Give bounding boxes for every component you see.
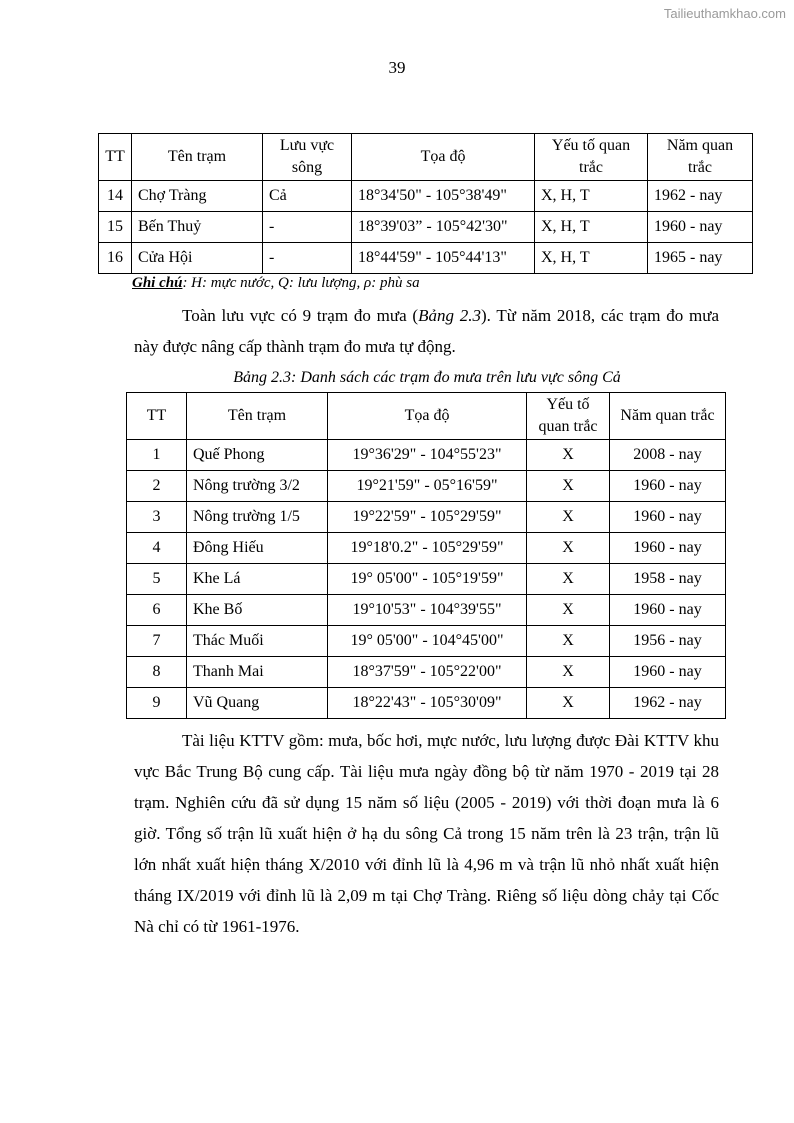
cell: Thác Muối — [187, 626, 328, 657]
watermark: Tailieuthamkhao.com — [663, 6, 786, 21]
cell: 19°22'59" - 105°29'59" — [328, 502, 527, 533]
table-row — [127, 502, 726, 533]
cell: 1965 - nay — [648, 243, 753, 274]
cell: 1962 - nay — [648, 181, 753, 212]
cell: 16 — [99, 243, 132, 274]
cell: X — [527, 688, 610, 719]
cell: Cửa Hội — [132, 243, 263, 274]
paragraph-text: Toàn lưu vực có 9 trạm đo mưa ( — [182, 306, 419, 325]
cell: X — [527, 502, 610, 533]
cell: 18°44'59" - 105°44'13" — [352, 243, 535, 274]
table-row — [127, 564, 726, 595]
cell: Vũ Quang — [187, 688, 328, 719]
cell: 18°22'43" - 105°30'09" — [328, 688, 527, 719]
table-row — [127, 533, 726, 564]
cell: 19° 05'00" - 105°19'59" — [328, 564, 527, 595]
cell: Chợ Tràng — [132, 181, 263, 212]
table-caption: Bảng 2.3: Danh sách các trạm đo mưa trên lưu vực sông Cả — [233, 369, 621, 386]
cell: 19°36'29" - 104°55'23" — [328, 440, 527, 471]
cell: 19°18'0.2" - 105°29'59" — [328, 533, 527, 564]
cell: 8 — [127, 657, 187, 688]
cell: 6 — [127, 595, 187, 626]
cell: X, H, T — [535, 181, 648, 212]
cell: - — [263, 212, 352, 243]
cell: 1 — [127, 440, 187, 471]
cell: - — [263, 243, 352, 274]
cell: 18°34'50" - 105°38'49" — [352, 181, 535, 212]
table-row — [127, 688, 726, 719]
cell: Khe Lá — [187, 564, 328, 595]
page-number: 39 — [388, 58, 406, 77]
cell: Nông trường 3/2 — [187, 471, 328, 502]
note-label: Ghi chú — [132, 275, 183, 291]
cell: 1958 - nay — [610, 564, 726, 595]
cell: 19° 05'00" - 104°45'00" — [328, 626, 527, 657]
cell: X — [527, 595, 610, 626]
cell: 1960 - nay — [610, 657, 726, 688]
paragraph — [134, 300, 719, 362]
hydrology-station-table — [98, 133, 753, 274]
cell: 1960 - nay — [610, 502, 726, 533]
header-cell: Tọa độ — [352, 134, 535, 181]
table-row — [127, 657, 726, 688]
table-row — [127, 471, 726, 502]
cell: 1960 - nay — [610, 533, 726, 564]
cell: Nông trường 1/5 — [187, 502, 328, 533]
cell: 4 — [127, 533, 187, 564]
cell: 3 — [127, 502, 187, 533]
table-row — [99, 243, 753, 274]
table-note — [132, 275, 420, 292]
cell: 1962 - nay — [610, 688, 726, 719]
header-cell: TT — [99, 134, 132, 181]
header-cell: Năm quan trắc — [610, 393, 726, 440]
table-row — [127, 440, 726, 471]
cell: 14 — [99, 181, 132, 212]
cell: 18°37'59" - 105°22'00" — [328, 657, 527, 688]
cell: X — [527, 440, 610, 471]
cell: 2 — [127, 471, 187, 502]
table-reference: Bảng 2.3 — [418, 306, 481, 325]
cell: Cả — [263, 181, 352, 212]
cell: X — [527, 626, 610, 657]
cell: 9 — [127, 688, 187, 719]
rain-station-table — [126, 392, 726, 719]
cell: X — [527, 533, 610, 564]
cell: X — [527, 564, 610, 595]
table-row — [127, 626, 726, 657]
cell: Khe Bố — [187, 595, 328, 626]
header-cell: Yếu tố quan trắc — [527, 393, 610, 440]
cell: 1960 - nay — [648, 212, 753, 243]
header-cell: Lưu vực sông — [263, 134, 352, 181]
cell: Đông Hiếu — [187, 533, 328, 564]
cell: 5 — [127, 564, 187, 595]
cell: X — [527, 657, 610, 688]
header-cell: TT — [127, 393, 187, 440]
cell: 2008 - nay — [610, 440, 726, 471]
cell: X, H, T — [535, 243, 648, 274]
cell: Bến Thuỷ — [132, 212, 263, 243]
cell: Thanh Mai — [187, 657, 328, 688]
cell: 1956 - nay — [610, 626, 726, 657]
paragraph: Tài liệu KTTV gồm: mưa, bốc hơi, mực nước, lưu lượng được Đài KTTV khu vực Bắc Trung Bộ cung cấp. Tài liệu mưa ngày đồng bộ từ năm 1970 - 2019 tại 28 trạm. Nghiên cứu đã sử dụng 15 năm số liệu (2005 - 2019) với thời đoạn mưa là 6 giờ. Tổng số trận lũ xuất hiện ở hạ du sông Cả trong 15 năm trên là 23 trận, trận lũ lớn nhất xuất hiện tháng X/2010 với đỉnh lũ là 4,96 m và trận lũ nhỏ nhất xuất hiện tháng IX/2019 với đỉnh lũ là 2,09 m tại Chợ Tràng. Riêng số liệu dòng chảy tại Cốc Nà chỉ có từ 1961-1976. — [134, 731, 719, 936]
cell: Quế Phong — [187, 440, 328, 471]
cell: X — [527, 471, 610, 502]
table-row — [127, 595, 726, 626]
header-cell: Yếu tố quan trắc — [535, 134, 648, 181]
table-header-row — [127, 393, 726, 440]
table-row — [99, 212, 753, 243]
paragraph-text: ). Từ năm 2018, các trạm đo mưa này được nâng cấp thành trạm đo mưa tự động. — [134, 306, 719, 356]
table-header-row — [99, 134, 753, 181]
cell: 19°21'59" - 05°16'59" — [328, 471, 527, 502]
header-cell: Tên trạm — [132, 134, 263, 181]
table-row — [99, 181, 753, 212]
header-cell: Tên trạm — [187, 393, 328, 440]
cell: 1960 - nay — [610, 595, 726, 626]
header-cell: Năm quan trắc — [648, 134, 753, 181]
header-cell: Tọa độ — [328, 393, 527, 440]
cell: 7 — [127, 626, 187, 657]
cell: 19°10'53" - 104°39'55" — [328, 595, 527, 626]
note-text: : H: mực nước, Q: lưu lượng, ρ: phù sa — [182, 275, 420, 291]
cell: 1960 - nay — [610, 471, 726, 502]
cell: X, H, T — [535, 212, 648, 243]
cell: 15 — [99, 212, 132, 243]
cell: 18°39'03” - 105°42'30" — [352, 212, 535, 243]
